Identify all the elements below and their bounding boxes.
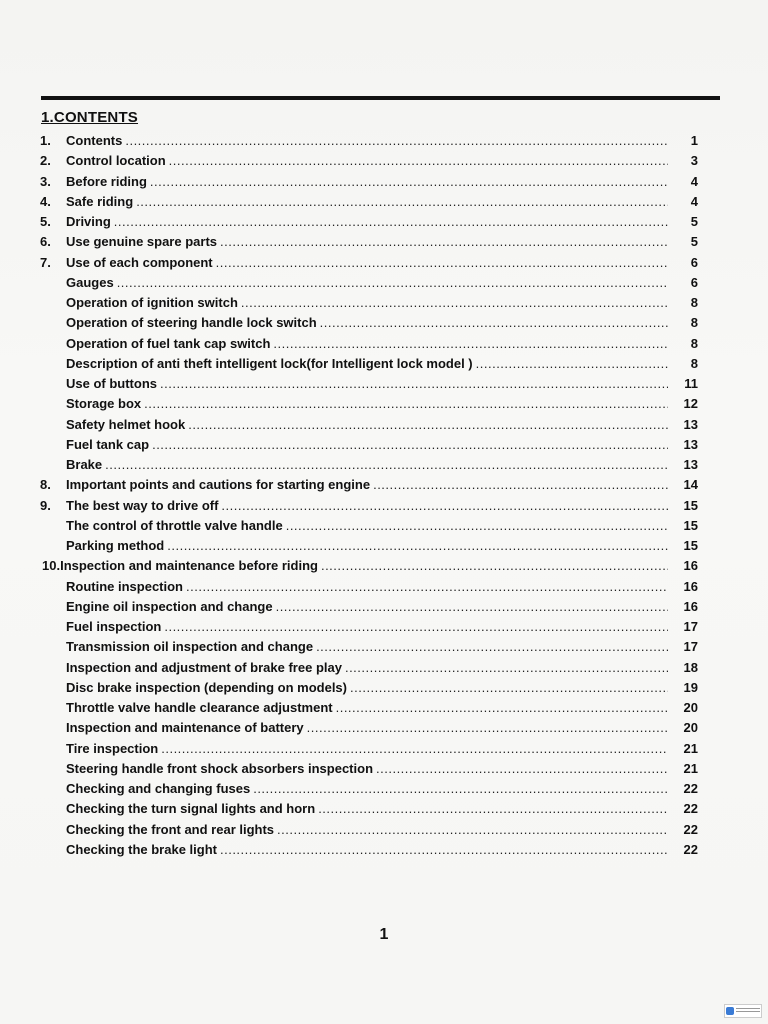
toc-dot-leader: [117, 273, 668, 293]
toc-dot-leader: [307, 718, 668, 738]
toc-entry-number: 7.: [40, 254, 51, 270]
toc-dot-leader: [161, 739, 668, 759]
toc-entry-page: 15: [683, 497, 698, 513]
toc-entry-text: [66, 172, 668, 192]
toc-dot-leader: [167, 536, 668, 556]
toc-entry: [0, 577, 768, 597]
toc-entry-text: [66, 759, 668, 779]
toc-entry: [0, 597, 768, 617]
toc-entry-page: 8: [690, 315, 698, 331]
toc-entry-text: [66, 739, 668, 759]
toc-entry-title: Fuel inspection: [66, 619, 162, 634]
toc-entry-title: Brake: [66, 457, 103, 472]
toc-dot-leader: [169, 151, 668, 171]
toc-entry-text: [66, 151, 668, 171]
toc-entry-title: Operation of steering handle lock switch: [66, 315, 317, 331]
toc-entry-text: [66, 536, 668, 556]
page-number: 1: [379, 926, 389, 943]
toc-dot-leader: [125, 131, 668, 151]
toc-entry: [0, 354, 768, 374]
toc-entry-title: The control of throttle valve handle: [66, 517, 283, 533]
toc-entry-page: 16: [683, 578, 698, 594]
toc-entry: [0, 779, 768, 799]
toc-entry-title: Transmission oil inspection and change: [66, 639, 314, 655]
toc-entry-number: 8.: [40, 477, 51, 493]
toc-entry-text: [66, 577, 668, 597]
toc-entry: [0, 455, 768, 475]
toc-entry-text: [66, 496, 668, 516]
toc-entry-page: 16: [683, 598, 698, 614]
toc-entry-text: [66, 617, 668, 637]
toc-entry: [0, 415, 768, 435]
toc-dot-leader: [476, 354, 668, 374]
toc-dot-leader: [216, 253, 668, 273]
toc-entry-page: 12: [683, 396, 698, 412]
toc-entry-page: 15: [683, 517, 698, 533]
toc-entry-title: Important points and cautions for starting engine: [66, 477, 371, 493]
toc-entry-number: 10.: [42, 558, 61, 574]
toc-entry: [0, 475, 768, 495]
toc-entry-text: [66, 799, 668, 819]
toc-entry-title: Inspection and maintenance of battery: [66, 720, 304, 736]
toc-entry: [0, 496, 768, 516]
toc-entry: [0, 273, 768, 293]
toc-entry: [0, 151, 768, 171]
toc-entry-page: 22: [683, 781, 698, 796]
toc-entry-page: 17: [683, 619, 698, 634]
toc-entry-page: 8: [690, 335, 698, 351]
toc-entry-text: [66, 718, 668, 738]
toc-entry-text: [66, 840, 668, 860]
toc-entry-page: 18: [683, 659, 698, 675]
toc-entry: [0, 820, 768, 840]
toc-dot-leader: [160, 374, 668, 394]
toc-entry-title: Routine inspection: [66, 578, 183, 594]
toc-dot-leader: [253, 779, 668, 799]
toc-dot-leader: [152, 435, 668, 455]
toc-entry-title: Use genuine spare parts: [66, 234, 217, 250]
toc-entry-title: Use of buttons: [66, 376, 157, 391]
toc-entry-title: Checking and changing fuses: [66, 781, 251, 796]
toc-entry-text: [66, 475, 668, 495]
toc-entry-page: 5: [690, 214, 698, 229]
toc-dot-leader: [114, 212, 668, 232]
toc-entry-title: Fuel tank cap: [66, 436, 150, 452]
toc-entry-page: 13: [683, 436, 698, 452]
toc-dot-leader: [320, 313, 668, 333]
toc-entry-number: 5.: [40, 214, 51, 229]
toc-dot-leader: [136, 192, 668, 212]
toc-entry-page: 8: [690, 355, 698, 371]
toc-entry-page: 21: [683, 740, 698, 756]
toc-entry-page: 11: [684, 376, 698, 391]
toc-entry-title: Description of anti theft intelligent lock(for Intelligent lock model ): [66, 355, 473, 371]
toc-dot-leader: [150, 172, 668, 192]
toc-entry-text: [42, 556, 668, 576]
toc-entry-title: Steering handle front shock absorbers inspection: [66, 760, 374, 776]
toc-entry-text: [66, 293, 668, 313]
toc-entry-text: [66, 435, 668, 455]
toc-entry: [0, 516, 768, 536]
toc-entry: [0, 334, 768, 354]
toc-entry-title: Checking the turn signal lights and horn: [66, 801, 316, 817]
toc-dot-leader: [188, 415, 668, 435]
toc-entry-text: [66, 232, 668, 252]
toc-entry-title: Operation of ignition switch: [66, 295, 238, 310]
toc-entry-page: 8: [690, 295, 698, 310]
toc-entry: [0, 637, 768, 657]
scanner-watermark: [724, 1004, 762, 1018]
toc-entry-title: Tire inspection: [66, 740, 159, 756]
toc-entry-title: Use of each component: [66, 254, 213, 270]
contents-heading: 1.CONTENTS: [41, 109, 139, 126]
toc-entry-page: 21: [683, 760, 698, 776]
toc-entry: [0, 172, 768, 192]
toc-entry-title: Parking method: [66, 538, 165, 553]
toc-dot-leader: [318, 799, 668, 819]
toc-dot-leader: [220, 840, 668, 860]
toc-entry-page: 4: [690, 173, 698, 189]
toc-entry: [0, 658, 768, 678]
toc-entry-text: [66, 415, 668, 435]
toc-dot-leader: [350, 678, 668, 698]
toc-dot-leader: [144, 394, 668, 414]
toc-entry-page: 17: [683, 639, 698, 655]
toc-entry: [0, 718, 768, 738]
toc-entry-page: 22: [683, 841, 698, 857]
toc-entry-text: [66, 253, 668, 273]
toc-dot-leader: [286, 516, 668, 536]
toc-entry: [0, 232, 768, 252]
toc-entry-page: 14: [683, 477, 698, 493]
scanner-logo-icon: [726, 1007, 734, 1015]
toc-entry-text: [66, 212, 668, 232]
toc-entry: [0, 536, 768, 556]
toc-entry: [0, 435, 768, 455]
toc-entry-title: Checking the brake light: [66, 841, 217, 857]
toc-entry-title: Safety helmet hook: [66, 416, 186, 432]
toc-entry-text: [66, 273, 668, 293]
toc-entry-title: Checking the front and rear lights: [66, 821, 275, 837]
toc-entry-title: Inspection and adjustment of brake free play: [66, 659, 342, 675]
toc-entry-text: [66, 374, 668, 394]
toc-entry-title: Control location: [66, 153, 166, 169]
top-rule: [41, 96, 720, 100]
toc-entry-page: 1: [690, 133, 698, 148]
toc-dot-leader: [273, 334, 668, 354]
toc-entry: [0, 212, 768, 232]
toc-entry-text: [66, 354, 668, 374]
toc-entry-page: 5: [690, 234, 698, 250]
scanner-watermark-lines: [736, 1008, 760, 1014]
toc-dot-leader: [345, 658, 668, 678]
toc-entry-title: The best way to drive off: [66, 497, 219, 513]
toc-entry-title: Inspection and maintenance before riding: [60, 558, 318, 574]
toc-entry: [0, 374, 768, 394]
toc-entry-title: Storage box: [66, 396, 142, 412]
toc-dot-leader: [220, 232, 668, 252]
toc-entry-text: [66, 334, 668, 354]
toc-entry: [0, 698, 768, 718]
toc-dot-leader: [241, 293, 668, 313]
toc-entry: [0, 131, 768, 151]
toc-entry-page: 4: [690, 193, 698, 209]
toc-entry: [0, 313, 768, 333]
toc-entry-page: 20: [683, 700, 698, 715]
toc-entry-number: 6.: [40, 234, 51, 250]
toc-entry-page: 13: [683, 416, 698, 432]
toc-entry-text: [66, 516, 668, 536]
toc-entry-page: 6: [690, 254, 698, 270]
toc-entry-text: [66, 131, 668, 151]
toc-dot-leader: [376, 759, 668, 779]
toc-entry-text: [66, 658, 668, 678]
toc-entry-page: 16: [683, 558, 698, 574]
toc-entry-page: 19: [683, 679, 698, 695]
toc-entry-page: 15: [683, 538, 698, 553]
toc-entry-number: 3.: [40, 173, 51, 189]
toc-dot-leader: [277, 820, 668, 840]
toc-entry-title: Contents: [66, 133, 123, 148]
toc-entry: [0, 759, 768, 779]
toc-dot-leader: [105, 455, 668, 475]
toc-entry-text: [66, 313, 668, 333]
toc-entry: [0, 799, 768, 819]
toc-entry-page: 22: [683, 801, 698, 817]
toc-dot-leader: [186, 577, 668, 597]
toc-entry-title: Engine oil inspection and change: [66, 598, 273, 614]
toc-entry-number: 2.: [40, 153, 51, 169]
toc-entry-text: [66, 698, 668, 718]
toc-entry: [0, 293, 768, 313]
toc-dot-leader: [164, 617, 668, 637]
toc-entry-text: [66, 455, 668, 475]
toc-entry-text: [66, 779, 668, 799]
toc-entry-page: 13: [683, 457, 698, 472]
toc-entry-title: Disc brake inspection (depending on models): [66, 679, 347, 695]
toc-entry-text: [66, 678, 668, 698]
toc-dot-leader: [316, 637, 668, 657]
toc-entry-page: 22: [683, 821, 698, 837]
toc-entry: [0, 556, 768, 576]
toc-entry: [0, 617, 768, 637]
toc-dot-leader: [373, 475, 668, 495]
toc-entry-page: 6: [690, 274, 698, 290]
toc-entry-title: Before riding: [66, 173, 147, 189]
toc-entry: [0, 840, 768, 860]
toc-entry: [0, 739, 768, 759]
toc-dot-leader: [276, 597, 668, 617]
toc-entry-text: [66, 394, 668, 414]
toc-entry-title: Operation of fuel tank cap switch: [66, 335, 271, 351]
toc-entry-title: Driving: [66, 214, 111, 229]
toc-entry-text: [66, 597, 668, 617]
toc-entry-number: 4.: [40, 193, 51, 209]
toc-entry-number: 1.: [40, 133, 51, 148]
toc-dot-leader: [321, 556, 668, 576]
toc-dot-leader: [336, 698, 668, 718]
toc-entry-title: Gauges: [66, 274, 114, 290]
toc-dot-leader: [221, 496, 668, 516]
toc-entry-text: [66, 192, 668, 212]
toc-entry: [0, 678, 768, 698]
toc-entry: [0, 192, 768, 212]
toc-entry: [0, 253, 768, 273]
toc-entry-number: 9.: [40, 497, 51, 513]
toc-entry-title: Safe riding: [66, 193, 134, 209]
toc-entry-text: [66, 820, 668, 840]
toc-entry-page: 3: [690, 153, 698, 169]
toc-entry-text: [66, 637, 668, 657]
toc-entry-title: Throttle valve handle clearance adjustment: [66, 700, 333, 715]
toc-entry: [0, 394, 768, 414]
toc-entry-page: 20: [683, 720, 698, 736]
